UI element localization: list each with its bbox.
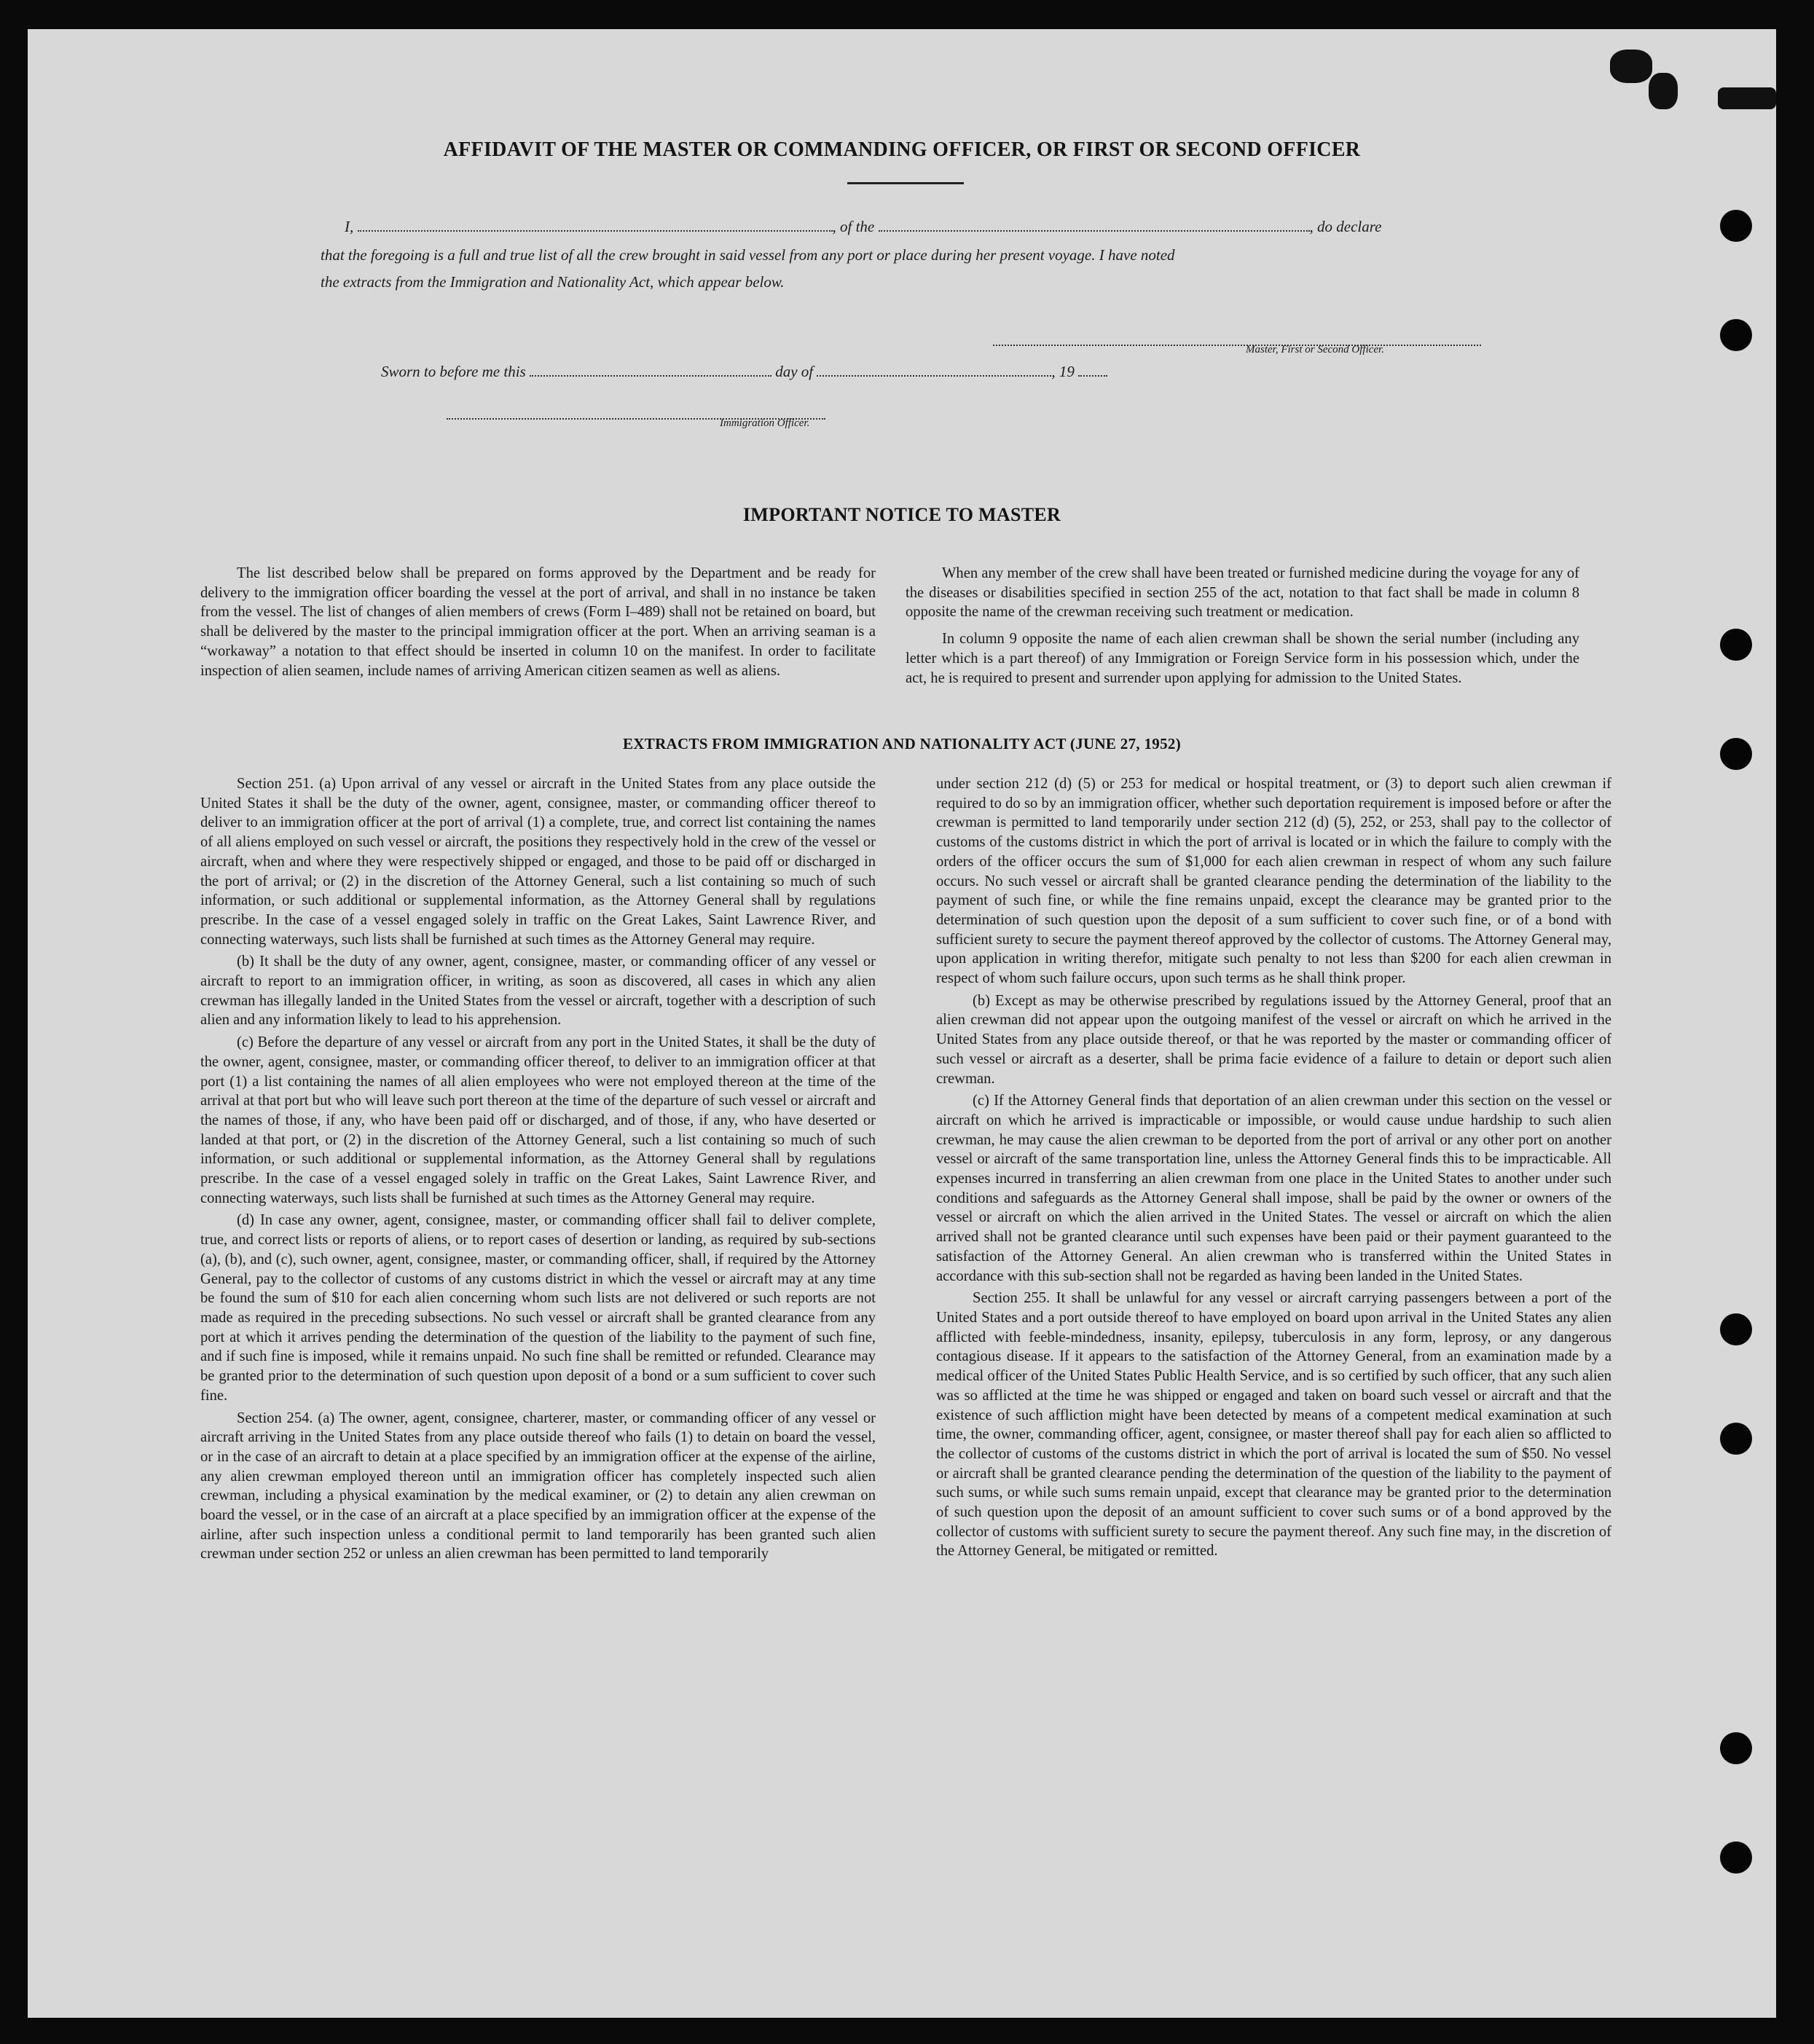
declaration-line-2: that the foregoing is a full and true list of all the crew brought in said vessel from any port or place during her present voyage. I have noted <box>321 246 1175 264</box>
vessel-name-field[interactable] <box>879 217 1310 232</box>
punch-hole <box>1720 1732 1752 1764</box>
punch-hole <box>1720 210 1752 242</box>
notice-right-paragraph-2: In column 9 opposite the name of each alien crewman shall be shown the serial number (including any letter which is a part thereof) of any Immigration or Foreign Service form in his possession which, under the act, he is required to present and surrender upon applying for admission to the United States. <box>906 631 1579 686</box>
declaration-line-3: the extracts from the Immigration and Nationality Act, which appear below. <box>321 273 785 291</box>
notice-title: IMPORTANT NOTICE TO MASTER <box>742 504 1061 525</box>
master-name-field[interactable] <box>358 217 833 232</box>
notice-right-column <box>906 564 1579 688</box>
notice-left-paragraph: The list described below shall be prepared on forms approved by the Department and be ready for delivery to the immigration officer boarding the vessel at the port of arrival, and shall in no instance be taken from the vessel. The list of changes of alien members of crews (Form I–489) shall not be retained on board, but shall be delivered by the master to the principal immigration officer at the port. When an arriving seaman is a “workaway” a notation to that effect should be inserted in column 10 on the manifest. In order to facilitate inspection of alien seamen, include names of arriving American citizen seamen as well as aliens. <box>200 565 876 679</box>
section-254-a-continued: under section 212 (d) (5) or 253 for medical or hospital treatment, or (3) to deport such alien crewman if required to do so by an immigration officer, whether such deportation requirement is imposed before or after the crewman is permitted to land temporarily under section 212 (d) (5), 252, or 253, shall pay to the collector of customs of the customs district in which the port of arrival is located or in which the failure to comply with the orders of the officer occurs the sum of $1,000 for each alien crewman in respect of whom any such failure occurs. No such vessel or aircraft shall be granted clearance pending the determination of the liability to the payment of such fine, or while the fine remains unpaid, except the clearance may be granted prior to the determination of such question upon the deposit of a sum sufficient to cover such fine, or of a bond with sufficient surety to secure the payment thereof approved by the collector of customs. The Attorney General may, upon application in writing therefor, mitigate such penalty to not less than $200 for each alien crewman in respect of whom such failure occurs, upon such terms as he shall think proper. <box>936 776 1611 987</box>
extracts-right-column <box>936 774 1611 1561</box>
sworn-month-field[interactable] <box>817 362 1051 377</box>
section-251-a: Section 251. (a) Upon arrival of any vessel or aircraft in the United States from any place outside the United States it shall be the duty of the owner, agent, consignee, master, or commanding officer thereof to deliver to an immigration officer at the port of arrival (1) a complete, true, and correct list containing the names of all aliens employed on such vessel or aircraft, the positions they respectively hold in the crew of the vessel or aircraft, when and where they were respectively shipped or engaged, and those to be paid off or discharged in the port of arrival; or (2) in the discretion of the Attorney General, such a list containing so much of such information, or such additional or supplemental information, as the Attorney General shall by regulations prescribe. In the case of a vessel engaged solely in traffic on the Great Lakes, Saint Lawrence River, and connecting waterways, such lists shall be furnished at such times as the Attorney General may require. <box>200 776 876 948</box>
title-underline <box>847 182 964 184</box>
section-251-b: (b) It shall be the duty of any owner, agent, consignee, master, or commanding officer of any vessel or aircraft to report to an immigration officer, in writing, as soon as discovered, all cases in which any alien crewman has illegally landed in the United States from the vessel or aircraft, together with a description of such alien and any information likely to lead to his apprehension. <box>200 954 876 1029</box>
section-254-a: Section 254. (a) The owner, agent, consignee, charterer, master, or commanding officer of any vessel or aircraft arriving in the United States from any place outside thereof who fails (1) to detain on board the vessel, or in the case of an aircraft to detain at a place specified by an immigration officer at the expense of the airline, any alien crewman employed thereon until an immigration officer has completely inspected such alien crewman, including a physical examination by the medical examiner, or (2) to detain any alien crewman on board the vessel, or in the case of an aircraft at a place specified by an immigration officer at the expense of the airline, after such inspection unless a conditional permit to land temporarily has been granted such alien crewman under section 252 or unless an alien crewman has been permitted to land temporarily <box>200 1410 876 1563</box>
declare-do-declare-label: , do declare <box>1309 218 1382 235</box>
ink-blot <box>1718 87 1776 109</box>
notice-right-paragraph-1: When any member of the crew shall have been treated or furnished medicine during the voyage for any of the diseases or disabilities specified in section 255 of the act, notation to that fact shall be made in column 8 opposite the name of the crewman receiving such treatment or medication. <box>906 565 1579 621</box>
master-signature-label: Master, First or Second Officer. <box>1246 344 1384 355</box>
sworn-day-field[interactable] <box>530 362 771 377</box>
ink-blot <box>1649 73 1678 109</box>
sworn-prefix-label: Sworn to before me this <box>381 363 526 380</box>
section-251-d: (d) In case any owner, agent, consignee, master, or commanding officer shall fail to deliver complete, true, and correct lists or reports of aliens, or to report cases of desertion or landing, as required by sub-sections (a), (b), and (c), such owner, agent, consignee, master, or commanding officer, shall, if required by the Attorney General, pay to the collector of customs of any customs district in which the vessel or aircraft may at any time be found the sum of $10 for each alien concerning whom such lists are not delivered or such reports are not made as required in the preceding subsections. No such vessel or aircraft shall be granted clearance from any port at which it arrives pending the determination of the question of the liability to the payment of such fine, and if such fine is imposed, while it remains unpaid. No such fine shall be remitted or refunded. Clearance may be granted prior to the determination of such question upon deposit of a bond or a sum sufficient to cover such fine. <box>200 1212 876 1404</box>
punch-hole <box>1720 629 1752 661</box>
declare-of-the-label: , of the <box>832 218 875 235</box>
ink-blot <box>1610 50 1652 83</box>
affidavit-title: AFFIDAVIT OF THE MASTER OR COMMANDING OFFICER, OR FIRST OR SECOND OFFICER <box>443 138 1361 161</box>
declare-i-label: I, <box>345 218 354 235</box>
sworn-day-of-label: day of <box>775 363 814 380</box>
document-page <box>28 29 1776 2018</box>
punch-hole <box>1720 1313 1752 1345</box>
extracts-left-column <box>200 774 876 1564</box>
section-254-b: (b) Except as may be otherwise prescribed by regulations issued by the Attorney General, proof that an alien crewman did not appear upon the outgoing manifest of the vessel or aircraft on which he arrived in the United States from any place outside thereof, or that he was reported by the master or commanding officer of such vessel or aircraft as a deserter, shall be prima facie evidence of a failure to detain or deport such alien crewman. <box>936 992 1611 1087</box>
sworn-year-label: , 19 <box>1051 363 1075 380</box>
section-255: Section 255. It shall be unlawful for any vessel or aircraft carrying passengers between a port of the United States and a port outside thereof to have employed on board upon arrival in the United States any alien afflicted with feeble-mindedness, insanity, epilepsy, tuberculosis in any form, leprosy, or any dangerous contagious disease. If it appears to the satisfaction of the Attorney General, from an examination made by a medical officer of the United States Public Health Service, and is so certified by such officer, that any such alien was so afflicted at the time he was shipped or engaged and taken on board such vessel or aircraft and that the existence of such affliction might have been detected by means of a competent medical examination at such time, the owner, commanding officer, agent, consignee, or master thereof shall pay for each alien so afflicted to the collector of customs of the customs district in which the port of arrival is located the sum of $50. No vessel or aircraft shall be granted clearance pending the determination of the question of the liability to the payment of such sums, or while such sums remain unpaid, except that clearance may be granted prior to the determination of such question upon the deposit of an amount sufficient to cover such sums or of a bond approved by the collector of customs with sufficient surety to secure the payment thereof. Any such fine may, in the discretion of the Attorney General, be mitigated or remitted. <box>936 1290 1611 1560</box>
declaration-line-1 <box>345 217 1381 236</box>
master-signature-line[interactable] <box>993 331 1481 346</box>
notice-left-column <box>200 564 876 680</box>
officer-signature-label: Immigration Officer. <box>720 417 810 429</box>
punch-hole <box>1720 1423 1752 1455</box>
punch-hole <box>1720 319 1752 351</box>
section-254-c: (c) If the Attorney General finds that deportation of an alien crewman under this section on the vessel or aircraft on which he arrived is impracticable or impossible, or would cause undue hardship to such alien crewman, he may cause the alien crewman to be deported from the port of arrival or any other port on another vessel or aircraft of the same transportation line, unless the Attorney General finds this to be impracticable. All expenses incurred in transferring an alien crewman from one place in the United States to another under such conditions and safeguards as the Attorney General shall impose, shall be paid by the owner or owners of the vessel or aircraft on which the alien arrived in the United States. The vessel or aircraft on which the alien arrived shall not be granted clearance until such expenses have been paid or their payment guaranteed to the satisfaction of the Attorney General. An alien crewman who is transferred within the United States in accordance with this sub-section shall not be regarded as having been landed in the United States. <box>936 1093 1611 1284</box>
sworn-line <box>381 362 1107 381</box>
punch-hole <box>1720 1841 1752 1874</box>
section-251-c: (c) Before the departure of any vessel or aircraft from any port in the United States, it shall be the duty of the owner, agent, consignee, master, or commanding officer thereof, to deliver to an immigration officer at that port (1) a list containing the names of all alien employees who were not employed thereon at the time of the arrival at that port but who will leave such port thereon at the time of the departure of such vessel or aircraft and the names of those, if any, who have been paid off or discharged, and of those, if any, who have deserted or landed at that port, or (2) in the discretion of the Attorney General, such a list containing so much of such information, or such additional or supplemental information, as the Attorney General shall by regulations prescribe. In the case of a vessel engaged solely in traffic on the Great Lakes, Saint Lawrence River, and connecting waterways, such lists shall be furnished at such times as the Attorney General may require. <box>200 1034 876 1206</box>
extracts-title: EXTRACTS FROM IMMIGRATION AND NATIONALITY ACT (JUNE 27, 1952) <box>623 735 1181 752</box>
sworn-year-field[interactable] <box>1078 362 1107 377</box>
